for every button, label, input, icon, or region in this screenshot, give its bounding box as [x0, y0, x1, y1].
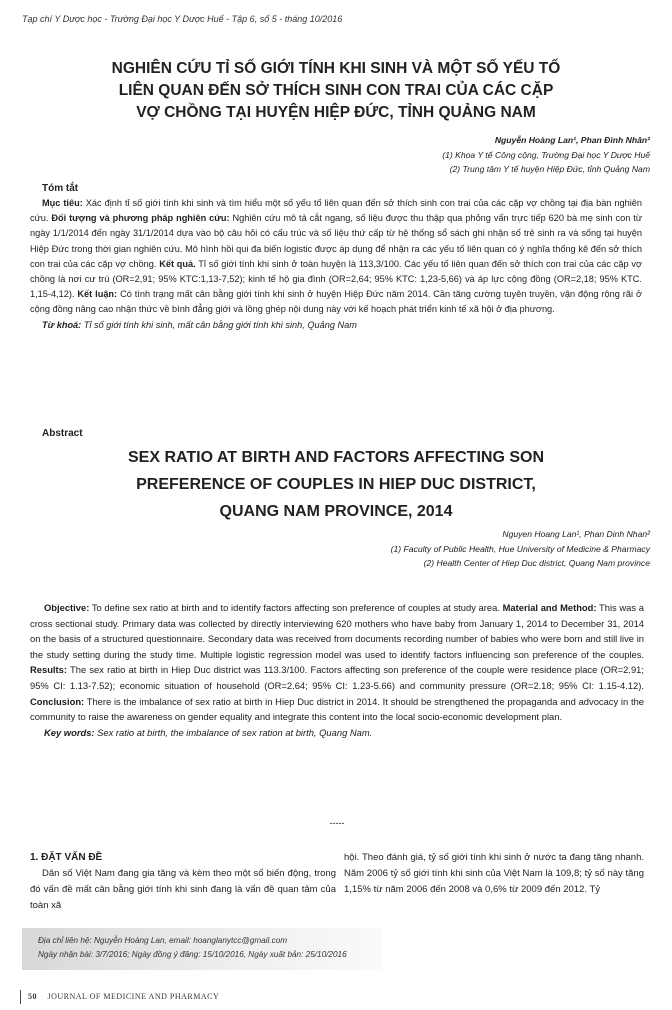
vi-keywords-label: Từ khoá:: [42, 319, 82, 330]
vi-abstract-heading: Tóm tắt: [42, 183, 79, 194]
vi-title-line-3: VỢ CHỒNG TẠI HUYỆN HIỆP ĐỨC, TỈNH QUẢNG NAM: [136, 104, 536, 121]
en-title-line-3: QUANG NAM PROVINCE, 2014: [219, 503, 453, 520]
en-objective-label: Objective:: [44, 602, 90, 613]
vi-abstract-body: [30, 196, 642, 333]
vi-title-line-1: NGHIÊN CỨU TỈ SỐ GIỚI TÍNH KHI SINH VÀ MỘT SỐ YẾU TỐ: [111, 60, 561, 77]
en-conclusion-text: There is the imbalance of sex ratio at birth in Hiep Duc district in 2014. It should be strengthened the propaganda and advocacy in the community to raise the awareness on gender equality and integrate this content into the local socio-economic development plan.: [30, 695, 644, 723]
page-number: 50: [28, 992, 37, 1001]
vi-authors: Nguyễn Hoàng Lan¹, Phan Đình Nhân²: [494, 135, 650, 145]
section-separator: -----: [329, 818, 345, 828]
en-title-line-1: SEX RATIO AT BIRTH AND FACTORS AFFECTING SON: [128, 449, 544, 466]
vi-affiliation-2: (2) Trung tâm Y tế huyện Hiệp Đức, tỉnh Quảng Nam: [449, 164, 650, 174]
vi-result-label: Kết quả.: [159, 258, 196, 269]
en-method-text: This was a cross sectional study. Primary data was collected by directly interviewing 620 mothers who have baby from January 1, 2014 to December 31, 2014 on the basis of a structured questionnaire. Secondary data was received from documents recording number of babies who were born and still live in the study setting during the study time. Multiple logistic regression model was used to identify factors influencing son preference of the couples.: [30, 602, 644, 660]
section-heading: 1. ĐẶT VẤN ĐỀ: [30, 852, 103, 863]
footer-journal-name: JOURNAL OF MEDICINE AND PHARMACY: [47, 992, 220, 1001]
en-result-text: The sex ratio at birth in Hiep Duc district was 113.3/100. Factors affecting son preference of the couple were residence place (OR=2.91; 95% CI: 1.13-7.52); economic situation of household (OR=2.64; 95% CI: 1.23-5.66) and community pressure (OR=2.18; 95% CI: 1.15-4.12).: [30, 664, 644, 691]
en-keywords-label: Key words:: [44, 726, 95, 738]
body-left-column: Dân số Việt Nam đang gia tăng và kèm theo một số biến động, trong đó vấn đề mất cân bằng giới tính khi sinh đang là vấn đề quan tâm của toàn xã: [30, 868, 336, 911]
en-objective-text: To define sex ratio at birth and to identify factors affecting son preference of couples at study area.: [89, 602, 503, 613]
vi-objective-text: Xác định tỉ số giới tính khi sinh và tìm hiểu một số yếu tố liên quan đến sở thích sinh con trai của các cặp vợ chồng tại địa bàn nghiên cứu.: [30, 198, 642, 224]
dates-line: Ngày nhận bài: 3/7/2016; Ngày đồng ý đăng: 15/10/2016, Ngày xuất bản: 25/10/2016: [38, 950, 347, 959]
vi-affiliation-1: (1) Khoa Y tế Công cộng, Trường Đại học Y Dược Huế: [442, 150, 650, 160]
en-title-line-2: PREFERENCE OF COUPLES IN HIEP DUC DISTRICT,: [136, 476, 536, 493]
vi-method-label: Đối tượng và phương pháp nghiên cứu:: [51, 213, 230, 224]
en-affiliation-2: (2) Health Center of Hiep Duc district, Quang Nam province: [423, 558, 650, 568]
vi-title-line-2: LIÊN QUAN ĐẾN SỞ THÍCH SINH CON TRAI CỦA CÁC CẶP: [118, 82, 554, 99]
vi-method-text: Nghiên cứu mô tả cắt ngang, số liệu được thu thập qua phỏng vấn trực tiếp 620 bà mẹ sinh con từ ngày 1/1/2014 đến ngày 31/1/2014 dựa vào bộ câu hỏi có cấu trúc và số liệu thứ cấp từ hệ thống sổ sách ghi nhận số trẻ sinh ra và sống tại huyện Hiệp Đức trong thời gian nghiên cứu. Mô hình hồi qui đa biến logistic được áp dụng để nhận ra các yếu tố liên quan có ý nghĩa thống kê đến sở thích con trai của các cặp vợ chồng.: [30, 213, 642, 269]
contact-line: Địa chỉ liên hệ: Nguyễn Hoàng Lan, email: hoanglanytcc@gmail.com: [38, 936, 288, 945]
en-affiliation-1: (1) Faculty of Public Health, Hue University of Medicine & Pharmacy: [390, 544, 650, 554]
body-right-column: hội. Theo đánh giá, tỷ số giới tính khi sinh ở nước ta đang tăng nhanh. Năm 2006 tỷ số giới tính khi sinh của Việt Nam là 109,8; tỷ số này tăng 1,15% từ năm 2006 đến 2008 và 0,6% từ 2009 đến 2012. Tỷ: [344, 852, 644, 895]
en-method-label: Material and Method:: [502, 602, 597, 613]
contact-box: [22, 928, 382, 970]
en-abstract-body: [30, 600, 644, 740]
en-authors: Nguyen Hoang Lan¹, Phan Dinh Nhan²: [502, 529, 650, 539]
vi-keywords-text: Tỉ số giới tính khi sinh, mất cân bằng giới tính khi sinh, Quảng Nam: [81, 319, 357, 330]
running-header: Tạp chí Y Dược học - Trường Đại học Y Dược Huế - Tập 6, số 5 - tháng 10/2016: [22, 14, 343, 24]
footer: [20, 992, 219, 1001]
en-result-label: Results:: [30, 664, 67, 676]
en-abstract-heading: Abstract: [42, 428, 83, 439]
vi-conclusion-text: Có tình trạng mất cân bằng giới tính khi sinh ở huyện Hiệp Đức năm 2014. Cần tăng cường tuyên truyền, vận động rộng rãi ở cộng đồng nâng cao nhận thức về bình đẳng giới và lồng ghép nội dung này với kế hoạch phát triển kinh tế xã hội ở địa phương.: [30, 289, 642, 315]
vi-result-text: Tỉ số giới tính khi sinh ở toàn huyện là 113,3/100. Các yếu tố liên quan đến sở thích con trai của các cặp vợ chồng là nơi cư trú (OR=2,91; 95% KTC:1,13-7,52); kinh tế hộ gia đình (OR=2,64; 95% KTC: 1,23-5,66) và áp lực cộng đồng (OR=2,18; 95% KTC. 1,15-4,12).: [30, 258, 643, 300]
vi-conclusion-label: Kết luận:: [77, 289, 118, 300]
en-conclusion-label: Conclusion:: [30, 695, 85, 707]
en-keywords-text: Sex ratio at birth, the imbalance of sex ration at birth, Quang Nam.: [94, 726, 373, 738]
vi-objective-label: Mục tiêu:: [42, 198, 83, 208]
